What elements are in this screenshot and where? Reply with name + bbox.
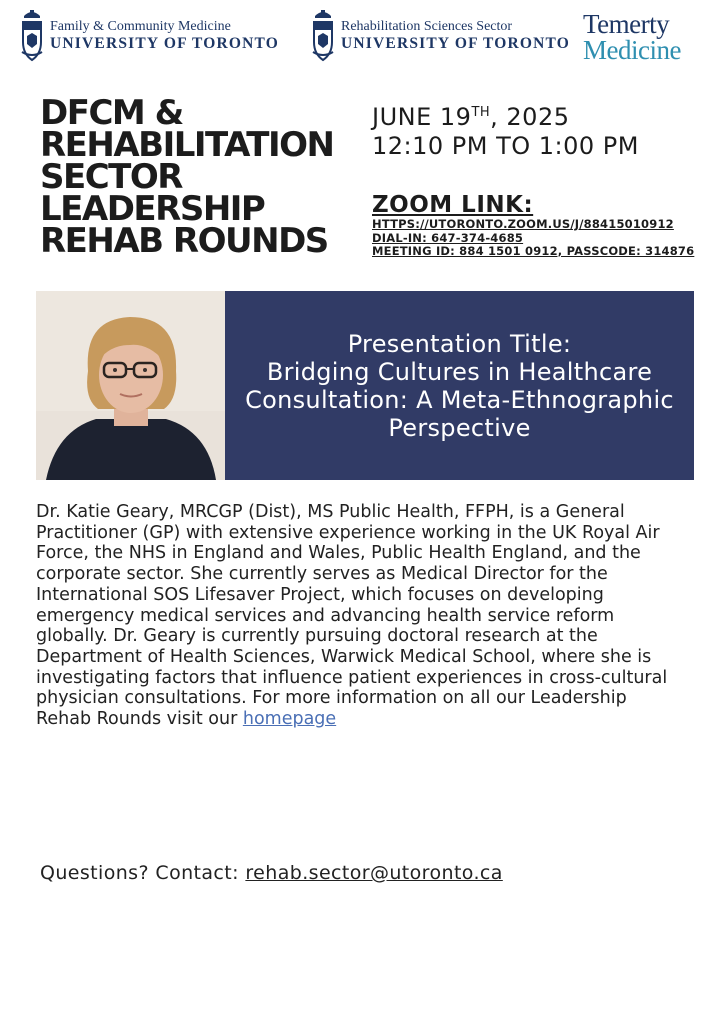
zoom-info (372, 192, 694, 259)
title-line: REHAB ROUNDS (40, 221, 328, 261)
date-suffix: TH (471, 105, 491, 120)
presentation-title: Bridging Cultures in Healthcare Consultation: A Meta-Ethnographic Perspective (245, 357, 674, 442)
temerty-logo-line2: Medicine (583, 35, 681, 65)
contact-email-link[interactable]: rehab.sector@utoronto.ca (245, 862, 503, 884)
temerty-medicine-logo (583, 11, 681, 63)
uoft-crest-icon (20, 6, 44, 64)
zoom-url-link[interactable]: HTTPS://UTORONTO.ZOOM.US/J/88415010912 (372, 217, 674, 231)
dfcm-logo-line1: Family & Community Medicine (50, 19, 231, 34)
presentation-title-panel (225, 291, 694, 480)
title-line: LEADERSHIP (40, 189, 265, 229)
homepage-link[interactable]: homepage (242, 709, 337, 730)
bio-text: Dr. Katie Geary, MRCGP (Dist), MS Public Health, FFPH, is a General Practitioner (GP) with extensive experience working in the UK Royal Air Force, the NHS in England and Wales, Public Health England, and the corporate sector. She currently serves as Medical Director for the International SOS Lifesaver Project, which focuses on developing emergency medical services and advancing health service reform globally. Dr. Geary is currently pursuing doctoral research at the Department of Health Sciences, Warwick Medical School, where she is investigating factors that influence patient experiences in cross-cultural physician consultations. For more information on all our Leadership Rehab Rounds visit our (36, 502, 668, 730)
presentation-title-label: Presentation Title: (347, 329, 572, 358)
event-date (372, 98, 639, 132)
rss-logo-line2: UNIVERSITY OF TORONTO (341, 35, 571, 52)
dfcm-logo-line2: UNIVERSITY OF TORONTO (50, 35, 280, 52)
speaker-portrait-icon (36, 291, 225, 480)
speaker-photo (36, 291, 225, 480)
event-time: 12:10 PM TO 1:00 PM (372, 132, 639, 160)
event-datetime (372, 98, 639, 161)
zoom-dial-in: DIAL-IN: 647-374-4685 (372, 230, 524, 245)
contact-line (40, 862, 503, 884)
presentation-banner (36, 291, 694, 480)
date-rest: , 2025 (490, 103, 570, 131)
zoom-meeting-id: MEETING ID: 884 1501 0912, PASSCODE: 314876 (372, 244, 695, 258)
rss-logo-line1: Rehabilitation Sciences Sector (341, 19, 513, 34)
title-line: SECTOR (40, 157, 182, 197)
dfcm-logo (20, 6, 279, 64)
zoom-heading: ZOOM LINK: (372, 192, 534, 218)
uoft-crest-icon (311, 6, 335, 64)
event-title (40, 93, 370, 261)
temerty-logo-line1: Temerty (583, 9, 670, 39)
title-line: REHABILITATION (40, 125, 334, 165)
contact-label: Questions? Contact: (40, 862, 246, 884)
rehab-sciences-logo (311, 6, 570, 64)
speaker-bio (36, 502, 686, 730)
date-prefix: JUNE 19 (372, 103, 472, 131)
title-line: DFCM & (40, 93, 183, 133)
